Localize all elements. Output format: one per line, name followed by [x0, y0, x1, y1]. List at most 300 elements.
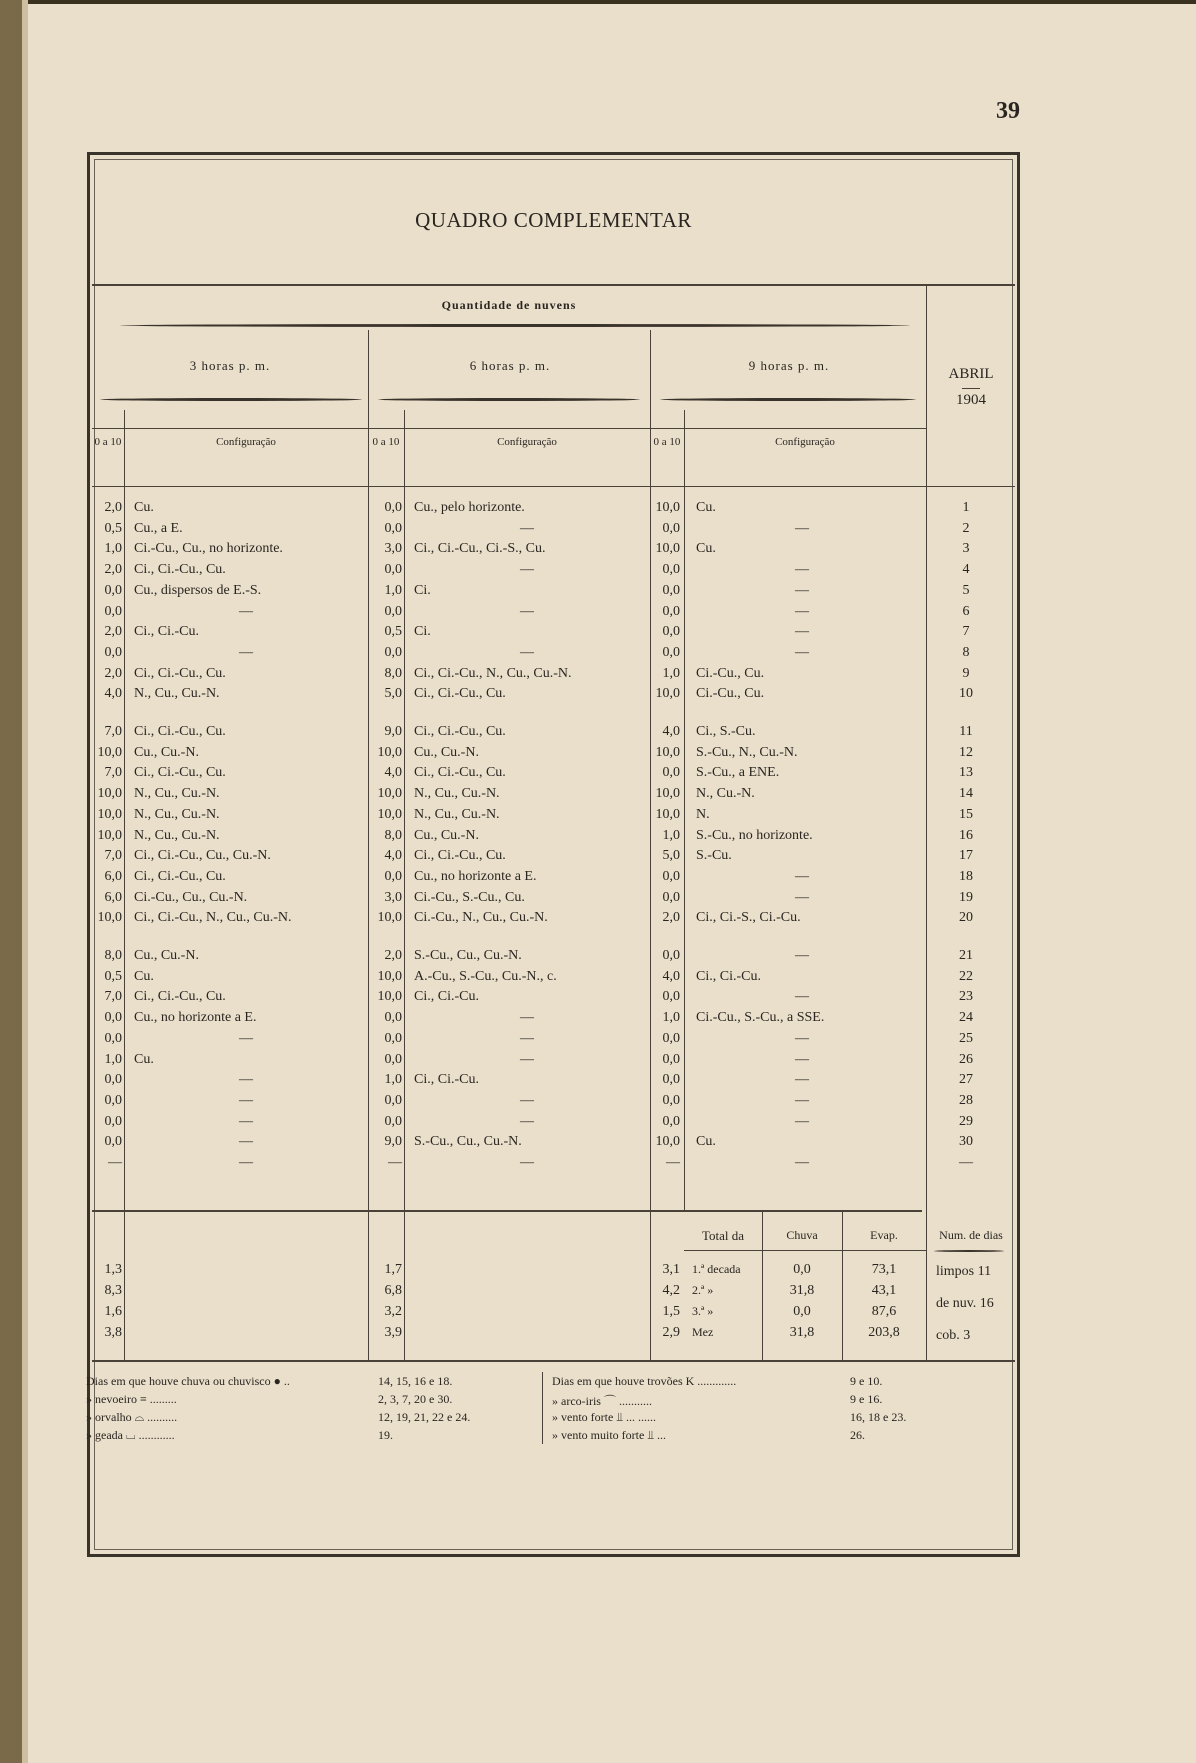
- rule-under-header: [92, 486, 1015, 487]
- cloud-6pm-value: 10,0: [377, 806, 402, 822]
- cloud-6pm-value: 9,0: [384, 1134, 402, 1150]
- cloud-3pm-value: 0,5: [104, 520, 122, 536]
- cloud-6pm-config: N., Cu., Cu.-N.: [414, 806, 500, 822]
- evap-total: 203,8: [868, 1325, 900, 1340]
- cloud-6pm-config: —: [520, 1010, 534, 1026]
- cloud-9pm-config: Ci.-Cu., Cu.: [696, 665, 765, 681]
- cloud-9pm-value: 10,0: [655, 786, 680, 802]
- cloud-6pm-value: 10,0: [377, 786, 402, 802]
- cloud-9pm-config: —: [795, 1051, 809, 1067]
- cloud-6pm-value: 0,0: [384, 562, 402, 578]
- day-number: 27: [959, 1072, 973, 1088]
- day-number: 7: [962, 624, 970, 640]
- cloud-6pm-config: Ci., Ci.-Cu., Cu.: [414, 848, 506, 864]
- cloud-3pm-config: —: [239, 603, 253, 619]
- cloud-6pm-value: 0,0: [384, 1113, 402, 1129]
- cloud-6pm-config: Ci., Ci.-Cu., Cu.: [414, 765, 506, 781]
- weather-note-label: » vento muito forte ⫫ ...: [552, 1428, 667, 1442]
- cloud-6pm-value: 3,0: [384, 541, 402, 557]
- heading-swash: [120, 324, 910, 327]
- mean-6pm: 3,9: [384, 1325, 402, 1340]
- mean-6pm: 6,8: [384, 1283, 402, 1298]
- period-swash-3: [660, 398, 916, 401]
- cloud-9pm-config: N.: [696, 806, 710, 822]
- cloud-9pm-value: 1,0: [662, 827, 680, 843]
- cloud-3pm-config: Cu., Cu.-N.: [134, 948, 199, 963]
- cloud-6pm-config: Ci., Ci.-Cu.: [414, 989, 479, 1005]
- day-number: 18: [959, 868, 973, 884]
- evap-total: 73,1: [871, 1262, 897, 1277]
- day-number: 10: [959, 686, 973, 702]
- cloud-9pm-value: 10,0: [655, 541, 680, 557]
- day-number: 6: [962, 603, 970, 619]
- total-period: 2.ª »: [692, 1283, 714, 1297]
- cloud-6pm-config: Ci.: [414, 624, 431, 640]
- total-label: Total da: [701, 1228, 745, 1243]
- cloud-6pm-value: 8,0: [384, 827, 402, 843]
- day-number: 1: [962, 500, 970, 515]
- config-header-2: Configuração: [497, 436, 557, 448]
- cloud-6pm-value: 4,0: [384, 765, 402, 781]
- weather-note-label: Dias em que houve chuva ou chuvisco ● ..: [86, 1374, 290, 1388]
- cloud-9pm-config: S.-Cu., N., Cu.-N.: [696, 744, 798, 760]
- cloud-9pm-config: —: [795, 1092, 809, 1108]
- cloud-6pm-value: 10,0: [377, 910, 402, 926]
- mean-6pm: 3,2: [384, 1304, 402, 1319]
- book-spine-edge: [0, 0, 22, 1763]
- cloud-6pm-value: 1,0: [384, 1072, 402, 1088]
- day-number: 2: [962, 520, 970, 536]
- cloud-9pm-config: —: [795, 520, 809, 536]
- cloud-9pm-config: —: [795, 644, 809, 660]
- cloud-9pm-config: —: [795, 603, 809, 619]
- cloud-9pm-value: 10,0: [655, 744, 680, 760]
- weather-note-label: » vento forte ⫫ ... ......: [552, 1410, 657, 1424]
- cloud-3pm-value: 0,0: [104, 582, 122, 598]
- cloud-6pm-config: S.-Cu., Cu., Cu.-N.: [414, 948, 522, 963]
- cloud-9pm-config: Ci., Ci.-S., Ci.-Cu.: [696, 910, 801, 926]
- weather-note-days: 9 e 10.: [850, 1374, 883, 1388]
- page-edge-shadow: [22, 0, 28, 1763]
- day-number: 9: [962, 665, 970, 681]
- day-number: 8: [962, 644, 970, 660]
- rain-total: 31,8: [789, 1283, 815, 1298]
- cloud-6pm-value: 0,0: [384, 868, 402, 884]
- month-rule: [962, 388, 980, 389]
- cloud-9pm-config: Cu.: [696, 541, 716, 557]
- cloud-3pm-config: N., Cu., Cu.-N.: [134, 827, 220, 843]
- cloud-9pm-value: 10,0: [655, 1134, 680, 1150]
- rule-col-6pm: [368, 330, 369, 1362]
- cloud-6pm-value: 0,0: [384, 520, 402, 536]
- cloud-3pm-value: 7,0: [104, 848, 122, 864]
- cloud-9pm-config: —: [795, 889, 809, 905]
- cloud-9pm-value: 0,0: [662, 765, 680, 781]
- scale-header-2: 0 a 10: [372, 436, 400, 448]
- rule-under-title: [92, 284, 1015, 286]
- cloud-9pm-config: Ci., Ci.-Cu.: [696, 968, 761, 984]
- total-period: 1.ª decada: [692, 1262, 741, 1276]
- cloud-3pm-value: 1,0: [104, 541, 122, 557]
- cloud-9pm-value: 0,0: [662, 1092, 680, 1108]
- cloud-3pm-value: 6,0: [104, 889, 122, 905]
- cloud-6pm-value: 0,5: [384, 624, 402, 640]
- cloud-3pm-config: Ci., Ci.-Cu., N., Cu., Cu.-N.: [134, 910, 292, 926]
- cloud-6pm-config: Cu., pelo horizonte.: [414, 500, 525, 515]
- day-number: 5: [962, 582, 970, 598]
- cloud-3pm-value: 10,0: [97, 786, 122, 802]
- cloud-3pm-value: 7,0: [104, 989, 122, 1005]
- cloud-9pm-value: 0,0: [662, 989, 680, 1005]
- total-period: Mez: [692, 1325, 714, 1339]
- total-period: 3.ª »: [692, 1304, 714, 1318]
- cloud-9pm-value: 0,0: [662, 603, 680, 619]
- days-swash: [934, 1250, 1004, 1252]
- day-number: 19: [959, 889, 973, 905]
- cloud-3pm-value: 0,0: [104, 1113, 122, 1129]
- evap-total: 43,1: [871, 1283, 897, 1298]
- rule-above-totals: [92, 1210, 922, 1212]
- cloud-3pm-config: Cu., a E.: [134, 520, 183, 536]
- cloud-3pm-value: 2,0: [104, 624, 122, 640]
- cloud-9pm-config: S.-Cu.: [696, 848, 732, 864]
- cloud-6pm-value: 5,0: [384, 686, 402, 702]
- cloud-3pm-value: 1,0: [104, 1051, 122, 1067]
- cloud-3pm-value: 2,0: [104, 665, 122, 681]
- rule-col-9pm: [650, 330, 651, 1362]
- cloud-3pm-config: Ci., Ci.-Cu., Cu.: [134, 765, 226, 781]
- cloud-6pm-value: 10,0: [377, 968, 402, 984]
- cloud-3pm-value: 8,0: [104, 948, 122, 963]
- day-number: 12: [959, 744, 973, 760]
- chuva-label: Chuva: [786, 1228, 818, 1242]
- day-number: 13: [959, 765, 973, 781]
- limpos-count: limpos 11: [936, 1264, 992, 1279]
- cloud-3pm-value: 0,5: [104, 968, 122, 984]
- day-number: 20: [959, 910, 973, 926]
- cloud-9pm-value: 0,0: [662, 1051, 680, 1067]
- cloud-9pm-config: —: [795, 989, 809, 1005]
- cloud-3pm-value: 7,0: [104, 765, 122, 781]
- cloud-9pm-value: 10,0: [655, 500, 680, 515]
- cloud-3pm-config: —: [239, 644, 253, 660]
- cloud-3pm-config: N., Cu., Cu.-N.: [134, 686, 220, 702]
- cloud-9pm-config: Ci., S.-Cu.: [696, 724, 756, 739]
- mean-9pm: 4,2: [662, 1283, 680, 1298]
- cloud-6pm-value: 2,0: [384, 948, 402, 963]
- cloud-3pm-config: —: [239, 1155, 253, 1170]
- days-count-label: Num. de dias: [939, 1228, 1003, 1242]
- cloud-3pm-config: N., Cu., Cu.-N.: [134, 806, 220, 822]
- weather-note-label: » geada ⌴ ............: [86, 1428, 175, 1442]
- cloud-6pm-config: Ci.-Cu., N., Cu., Cu.-N.: [414, 910, 548, 926]
- evap-label: Evap.: [870, 1228, 898, 1242]
- weather-note-days: 14, 15, 16 e 18.: [378, 1374, 453, 1388]
- cloud-9pm-value: 10,0: [655, 806, 680, 822]
- day-number: 4: [962, 562, 970, 578]
- mean-3pm: 8,3: [104, 1283, 122, 1298]
- day-number: 25: [959, 1030, 973, 1046]
- year-label: 1904: [956, 392, 986, 408]
- page-title: QUADRO COMPLEMENTAR: [415, 208, 692, 232]
- cloud-3pm-value: 7,0: [104, 724, 122, 739]
- mean-6pm: 1,7: [384, 1262, 402, 1277]
- cloud-6pm-config: S.-Cu., Cu., Cu.-N.: [414, 1134, 522, 1150]
- cloud-6pm-value: 10,0: [377, 744, 402, 760]
- cloud-6pm-value: 0,0: [384, 603, 402, 619]
- cloud-3pm-value: 6,0: [104, 868, 122, 884]
- cloud-6pm-config: N., Cu., Cu.-N.: [414, 786, 500, 802]
- cloud-9pm-config: Ci.-Cu., S.-Cu., a SSE.: [696, 1010, 825, 1026]
- rule-under-periods: [92, 428, 926, 429]
- cloud-3pm-value: 0,0: [104, 1072, 122, 1088]
- scale-header-1: 0 a 10: [94, 436, 122, 448]
- cloud-9pm-value: 0,0: [662, 1113, 680, 1129]
- weather-note-label: » arco-iris ⌒ ...........: [552, 1394, 652, 1408]
- period-swash-1: [100, 398, 362, 401]
- cloud-9pm-config: —: [795, 582, 809, 598]
- cloud-6pm-value: 0,0: [384, 1092, 402, 1108]
- period-swash-2: [378, 398, 640, 401]
- month-label: ABRIL: [948, 366, 994, 382]
- day-number: 15: [959, 806, 973, 822]
- cloud-9pm-value: 1,0: [662, 1010, 680, 1026]
- cloud-9pm-config: —: [795, 1113, 809, 1129]
- cloud-9pm-config: —: [795, 868, 809, 884]
- cloud-3pm-config: Ci., Ci.-Cu., Cu., Cu.-N.: [134, 848, 271, 864]
- cloud-3pm-value: 10,0: [97, 744, 122, 760]
- mean-9pm: 3,1: [662, 1262, 680, 1277]
- cloud-3pm-config: Ci., Ci.-Cu., Cu.: [134, 665, 226, 681]
- cloud-6pm-value: 4,0: [384, 848, 402, 864]
- cloud-6pm-value: 3,0: [384, 889, 402, 905]
- mean-3pm: 1,6: [104, 1304, 122, 1319]
- cloud-3pm-value: —: [108, 1155, 122, 1170]
- cloud-9pm-value: 0,0: [662, 520, 680, 536]
- rule-above-notes: [92, 1360, 1015, 1362]
- rain-total: 31,8: [789, 1325, 815, 1340]
- day-number: 21: [959, 948, 973, 963]
- cloud-9pm-config: N., Cu.-N.: [696, 786, 755, 802]
- cloud-3pm-value: 0,0: [104, 1030, 122, 1046]
- cloud-9pm-config: —: [795, 562, 809, 578]
- cloud-3pm-config: N., Cu., Cu.-N.: [134, 786, 220, 802]
- cloud-3pm-value: 2,0: [104, 500, 122, 515]
- cloud-amount-heading: Quantidade de nuvens: [441, 298, 577, 312]
- cloud-9pm-value: 10,0: [655, 686, 680, 702]
- weather-note-label: » nevoeiro ≡ .........: [86, 1392, 177, 1406]
- cloud-9pm-config: —: [795, 624, 809, 640]
- evap-total: 87,6: [871, 1304, 897, 1319]
- cloud-3pm-config: —: [239, 1092, 253, 1108]
- cloud-3pm-config: Ci., Ci.-Cu., Cu.: [134, 989, 226, 1005]
- rule-v3: [684, 410, 685, 1210]
- cloud-3pm-value: 10,0: [97, 806, 122, 822]
- cloud-3pm-value: 0,0: [104, 1134, 122, 1150]
- cloud-3pm-value: 2,0: [104, 562, 122, 578]
- mean-3pm: 3,8: [104, 1325, 122, 1340]
- cloud-9pm-value: —: [666, 1155, 680, 1170]
- cloud-6pm-config: —: [520, 603, 534, 619]
- cloud-6pm-value: 0,0: [384, 1010, 402, 1026]
- weather-note-days: 16, 18 e 23.: [850, 1410, 907, 1424]
- cloud-3pm-config: —: [239, 1134, 253, 1150]
- cloud-9pm-config: —: [795, 948, 809, 963]
- cloud-9pm-value: 0,0: [662, 868, 680, 884]
- cloud-3pm-config: Ci.-Cu., Cu., Cu.-N.: [134, 889, 248, 905]
- cloud-6pm-config: Ci., Ci.-Cu., Ci.-S., Cu.: [414, 541, 546, 557]
- rule-month-col: [926, 286, 927, 1362]
- cloud-9pm-config: —: [795, 1155, 809, 1170]
- cloud-3pm-value: 0,0: [104, 603, 122, 619]
- cloud-3pm-config: Ci., Ci.-Cu.: [134, 624, 199, 640]
- cloud-6pm-config: —: [520, 562, 534, 578]
- cloud-6pm-value: 0,0: [384, 644, 402, 660]
- weather-note-days: 19.: [378, 1428, 393, 1442]
- cloud-9pm-config: Cu.: [696, 500, 716, 515]
- cloud-3pm-config: —: [239, 1030, 253, 1046]
- cloud-9pm-config: —: [795, 1072, 809, 1088]
- config-header-1: Configuração: [216, 436, 276, 448]
- rule-total-header: [684, 1250, 926, 1251]
- cloud-3pm-config: —: [239, 1113, 253, 1129]
- cloud-6pm-config: Ci., Ci.-Cu., Cu.: [414, 724, 506, 739]
- day-number: 11: [959, 724, 973, 739]
- cloud-9pm-value: 0,0: [662, 582, 680, 598]
- weather-note-days: 26.: [850, 1428, 865, 1442]
- day-number: —: [959, 1155, 973, 1170]
- day-number: 23: [959, 989, 973, 1005]
- day-number: 17: [959, 848, 973, 864]
- cloud-3pm-config: Cu.: [134, 968, 154, 984]
- day-number: 14: [959, 786, 973, 802]
- cloud-3pm-value: 4,0: [104, 686, 122, 702]
- nuv-count: de nuv. 16: [936, 1296, 994, 1311]
- cloud-6pm-config: —: [520, 1113, 534, 1129]
- day-number: 28: [959, 1092, 973, 1108]
- cloud-9pm-value: 0,0: [662, 644, 680, 660]
- day-number: 3: [962, 541, 970, 557]
- day-number: 24: [959, 1010, 973, 1026]
- period-6pm: 6 horas p. m.: [469, 358, 551, 373]
- period-9pm: 9 horas p. m.: [748, 358, 830, 373]
- cloud-9pm-config: S.-Cu., no horizonte.: [696, 827, 813, 843]
- page-number: 39: [996, 98, 1020, 124]
- cloud-6pm-value: 8,0: [384, 665, 402, 681]
- cloud-3pm-config: Ci., Ci.-Cu., Cu.: [134, 562, 226, 578]
- cloud-9pm-value: 0,0: [662, 624, 680, 640]
- day-number: 30: [959, 1134, 973, 1150]
- cloud-3pm-config: Cu., no horizonte a E.: [134, 1010, 257, 1026]
- cloud-3pm-config: Ci.-Cu., Cu., no horizonte.: [134, 541, 283, 557]
- cloud-3pm-config: Cu., Cu.-N.: [134, 744, 199, 760]
- day-number: 29: [959, 1113, 973, 1129]
- mean-9pm: 1,5: [662, 1304, 680, 1319]
- day-number: 22: [959, 968, 973, 984]
- cloud-9pm-value: 4,0: [662, 724, 680, 739]
- cloud-9pm-value: 1,0: [662, 665, 680, 681]
- rain-total: 0,0: [793, 1304, 811, 1319]
- cloud-6pm-value: 9,0: [384, 724, 402, 739]
- cloud-3pm-value: 10,0: [97, 827, 122, 843]
- cloud-6pm-value: —: [388, 1155, 402, 1170]
- cloud-3pm-config: Cu.: [134, 500, 154, 515]
- cloud-6pm-config: Ci., Ci.-Cu., N., Cu., Cu.-N.: [414, 665, 572, 681]
- rule-v1: [124, 410, 125, 1362]
- rule-v2: [404, 410, 405, 1362]
- mean-9pm: 2,9: [662, 1325, 680, 1340]
- rain-total: 0,0: [793, 1262, 811, 1277]
- cloud-9pm-value: 5,0: [662, 848, 680, 864]
- cloud-9pm-config: —: [795, 1030, 809, 1046]
- day-number: 16: [959, 827, 973, 843]
- day-number: 26: [959, 1051, 973, 1067]
- cloud-9pm-value: 2,0: [662, 910, 680, 926]
- cloud-6pm-config: —: [520, 1092, 534, 1108]
- cloud-6pm-config: —: [520, 644, 534, 660]
- cloud-9pm-value: 0,0: [662, 1030, 680, 1046]
- cloud-6pm-config: Cu., no horizonte a E.: [414, 868, 537, 884]
- cloud-6pm-config: —: [520, 520, 534, 536]
- cloud-6pm-config: —: [520, 1051, 534, 1067]
- cloud-6pm-config: Ci.-Cu., S.-Cu., Cu.: [414, 889, 525, 905]
- cloud-6pm-value: 10,0: [377, 989, 402, 1005]
- cloud-9pm-value: 0,0: [662, 948, 680, 963]
- period-3pm: 3 horas p. m.: [189, 358, 271, 373]
- weather-note-days: 2, 3, 7, 20 e 30.: [378, 1392, 453, 1406]
- cloud-9pm-value: 0,0: [662, 1072, 680, 1088]
- cloud-9pm-config: Ci.-Cu., Cu.: [696, 686, 765, 702]
- cloud-3pm-config: Cu.: [134, 1051, 154, 1067]
- cloud-6pm-value: 1,0: [384, 582, 402, 598]
- cloud-3pm-value: 10,0: [97, 910, 122, 926]
- cob-count: cob. 3: [936, 1328, 971, 1343]
- cloud-6pm-config: Ci., Ci.-Cu., Cu.: [414, 686, 506, 702]
- weather-note-days: 9 e 16.: [850, 1392, 883, 1406]
- cloud-9pm-value: 0,0: [662, 889, 680, 905]
- weather-note-days: 12, 19, 21, 22 e 24.: [378, 1410, 471, 1424]
- cloud-9pm-config: S.-Cu., a ENE.: [696, 765, 780, 781]
- scale-header-3: 0 a 10: [653, 436, 681, 448]
- cloud-6pm-config: Cu., Cu.-N.: [414, 827, 479, 843]
- cloud-6pm-value: 0,0: [384, 1030, 402, 1046]
- cloud-6pm-config: Ci., Ci.-Cu.: [414, 1072, 479, 1088]
- cloud-3pm-config: Cu., dispersos de E.-S.: [134, 582, 262, 598]
- cloud-9pm-value: 4,0: [662, 968, 680, 984]
- cloud-6pm-config: Ci.: [414, 582, 431, 598]
- cloud-3pm-value: 0,0: [104, 644, 122, 660]
- rule-notes-divider: [542, 1372, 543, 1444]
- cloud-3pm-config: Ci., Ci.-Cu., Cu.: [134, 868, 226, 884]
- config-header-3: Configuração: [775, 436, 835, 448]
- cloud-3pm-config: Ci., Ci.-Cu., Cu.: [134, 724, 226, 739]
- cloud-3pm-value: 0,0: [104, 1092, 122, 1108]
- cloud-9pm-value: 0,0: [662, 562, 680, 578]
- cloud-6pm-config: —: [520, 1030, 534, 1046]
- cloud-3pm-config: —: [239, 1072, 253, 1088]
- cloud-6pm-value: 0,0: [384, 1051, 402, 1067]
- cloud-9pm-config: Cu.: [696, 1134, 716, 1150]
- cloud-6pm-config: —: [520, 1155, 534, 1170]
- weather-note-label: Dias em que houve trovões K .............: [552, 1374, 737, 1388]
- cloud-3pm-value: 0,0: [104, 1010, 122, 1026]
- cloud-6pm-value: 0,0: [384, 500, 402, 515]
- cloud-6pm-config: A.-Cu., S.-Cu., Cu.-N., c.: [414, 968, 557, 984]
- page-top-edge: [0, 0, 1196, 4]
- cloud-6pm-config: Cu., Cu.-N.: [414, 744, 479, 760]
- mean-3pm: 1,3: [104, 1262, 122, 1277]
- weather-note-label: » orvalho ⌓ ..........: [86, 1410, 178, 1424]
